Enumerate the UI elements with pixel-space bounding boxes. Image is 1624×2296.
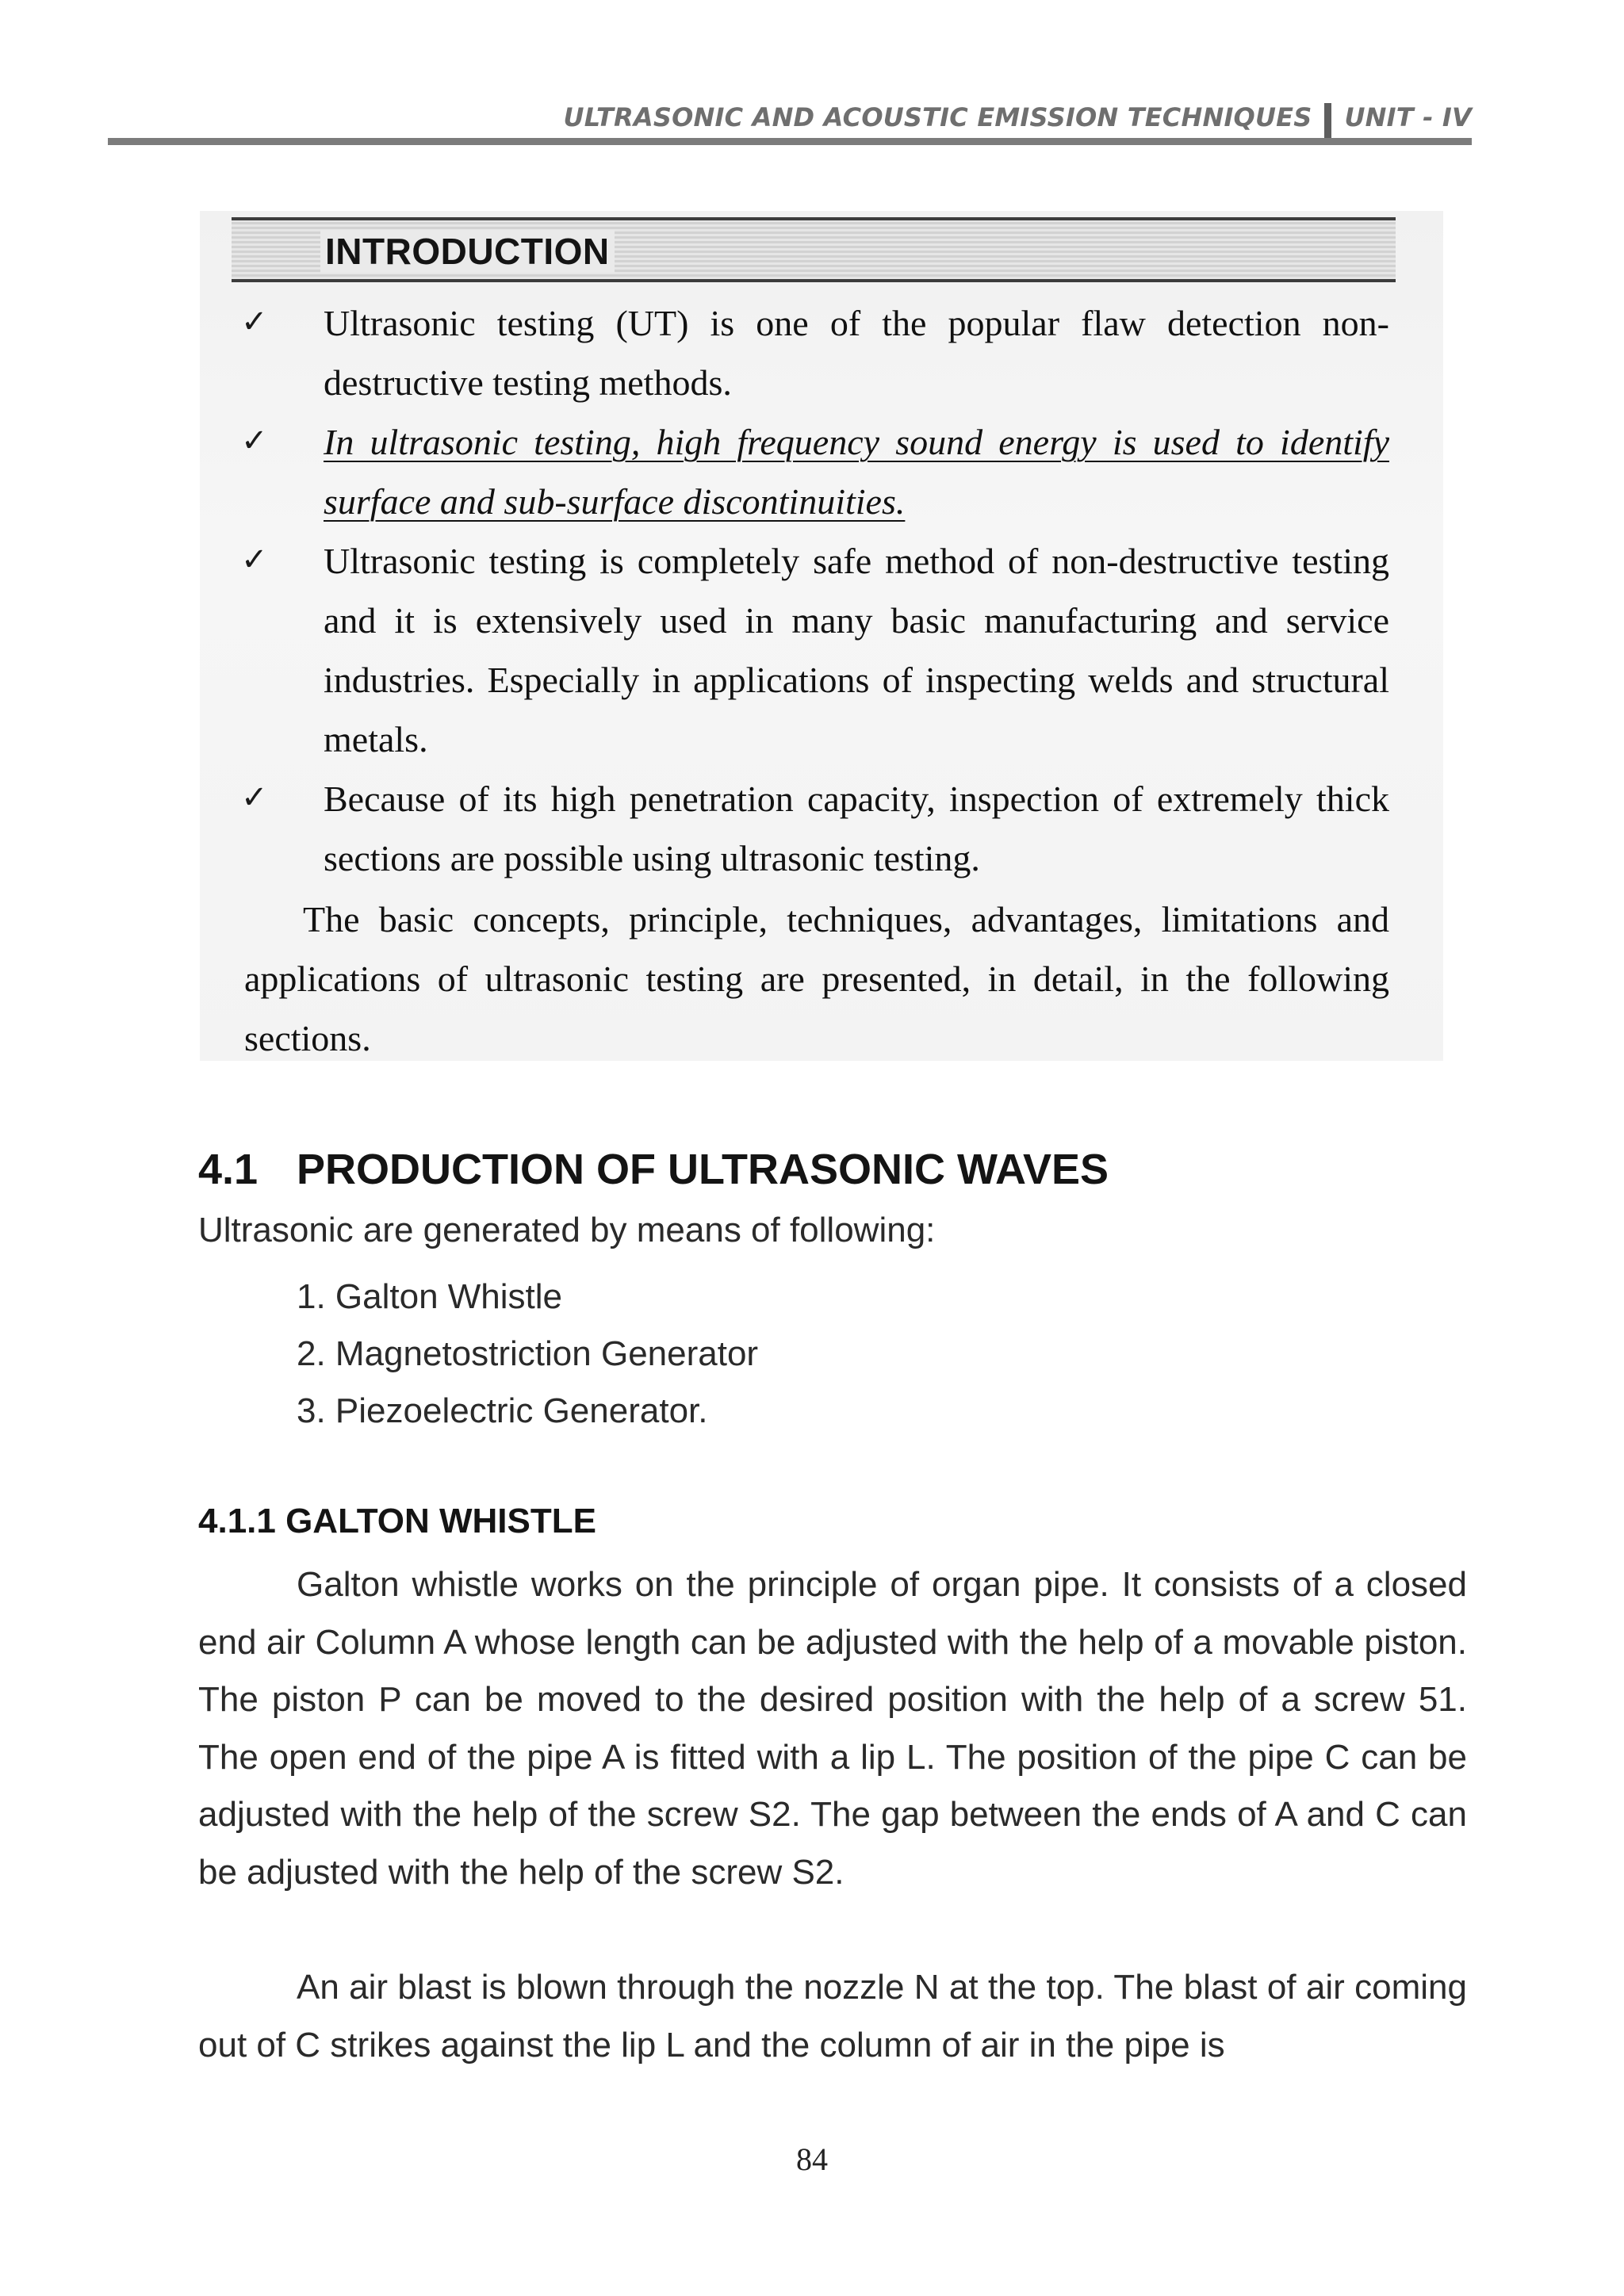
list-item: 3. Piezoelectric Generator.: [297, 1391, 708, 1430]
header-separator: [1324, 103, 1331, 138]
intro-scanned-box: [200, 211, 1443, 1061]
generation-methods-list: [297, 1269, 758, 1440]
section-intro-text: Ultrasonic are generated by means of following:: [198, 1211, 936, 1249]
intro-closing-text: The basic concepts, principle, techniques, advantages, limitations and applications of ultrasonic testing are presented, in detail, in the following sections.: [244, 899, 1389, 1058]
list-item: 1. Galton Whistle: [297, 1277, 563, 1316]
section-heading: [198, 1145, 1109, 1194]
header-title: ULTRASONIC AND ACOUSTIC EMISSION TECHNIQUES: [563, 102, 1312, 132]
section-title: PRODUCTION OF ULTRASONIC WAVES: [297, 1146, 1109, 1193]
intro-item-text: Ultrasonic testing is completely safe method of non-destructive testing and it is extensively used in many basic manufacturing and service industries. Especially in applications of inspecting welds and structural metals.: [324, 541, 1389, 760]
checkmark-icon: ✓: [241, 304, 268, 340]
checkmark-icon: ✓: [241, 779, 268, 816]
body-paragraph: An air blast is blown through the nozzle N at the top. The blast of air coming out of C strikes against the lip L and the column of air in the pipe is: [198, 1968, 1467, 2064]
checkmark-icon: ✓: [241, 541, 268, 578]
intro-item-text: Ultrasonic testing (UT) is one of the popular flaw detection non-destructive testing methods.: [324, 303, 1389, 403]
header-unit: UNIT - IV: [1344, 102, 1472, 132]
checkmark-icon: ✓: [241, 423, 268, 459]
intro-item-text: In ultrasonic testing, high frequency sound energy is used to identify surface and sub-surface discontinuities.: [324, 422, 1389, 522]
running-header: [108, 86, 1472, 149]
page-number: 84: [796, 2141, 828, 2177]
header-rule: [108, 138, 1472, 145]
header-title-line: [564, 100, 1472, 135]
section-number: 4.1: [198, 1146, 259, 1193]
subsection-heading: 4.1.1 GALTON WHISTLE: [198, 1502, 596, 1540]
intro-banner: [232, 217, 1396, 282]
body-paragraph: Galton whistle works on the principle of organ pipe. It consists of a closed end air Column A whose length can be adjusted with the help of a movable piston. The piston P can be moved to the desired position with the help of a screw 51. The open end of the pipe A is fitted with a lip L. The position of the pipe C can be adjusted with the help of the screw S2. The gap between the ends of A and C can be adjusted with the help of the screw S2.: [198, 1565, 1467, 1892]
list-item: 2. Magnetostriction Generator: [297, 1334, 759, 1373]
intro-item-text: Because of its high penetration capacity, inspection of extremely thick sections are possible using ultrasonic testing.: [324, 779, 1389, 878]
intro-heading: INTRODUCTION: [320, 230, 615, 273]
